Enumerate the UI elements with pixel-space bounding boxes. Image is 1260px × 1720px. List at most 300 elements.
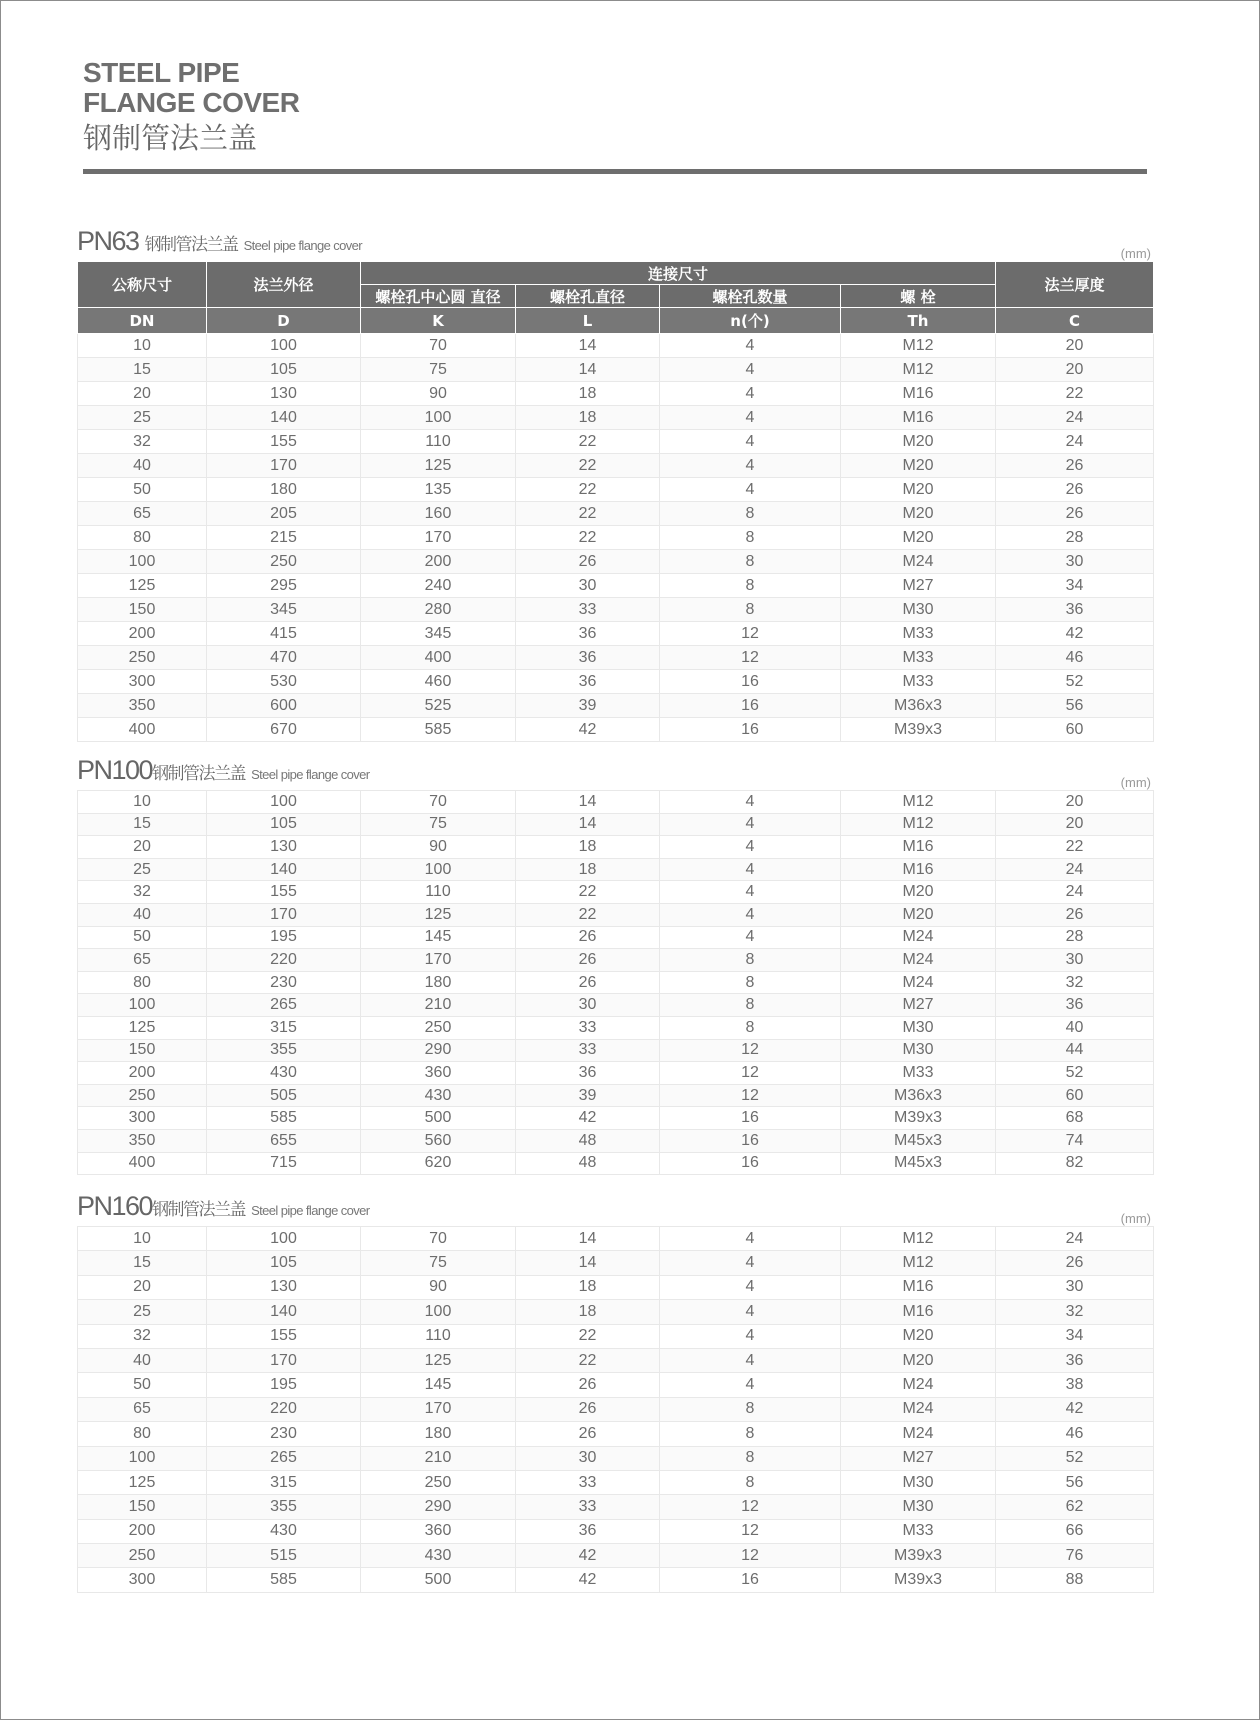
- cell-dn: 350: [78, 1129, 207, 1152]
- cell-dn: 125: [78, 574, 207, 598]
- sym-th: Th: [841, 308, 996, 334]
- section-pn63: [77, 226, 1153, 742]
- table-row: [78, 502, 1154, 526]
- cell-k: 100: [361, 858, 516, 881]
- cell-dn: 20: [78, 382, 207, 406]
- cell-dn: 150: [78, 1039, 207, 1062]
- cell-c: 26: [996, 903, 1154, 926]
- unit-label: (mm): [1120, 775, 1151, 790]
- cell-k: 75: [361, 358, 516, 382]
- cell-th: M24: [841, 949, 996, 972]
- cell-dn: 15: [78, 358, 207, 382]
- cell-l: 26: [516, 971, 660, 994]
- cell-k: 135: [361, 478, 516, 502]
- cell-dn: 32: [78, 881, 207, 904]
- cell-n: 4: [660, 406, 841, 430]
- page-title-cn: 钢制管法兰盖: [83, 121, 258, 155]
- cell-dn: 65: [78, 949, 207, 972]
- table-row: [78, 1107, 1154, 1130]
- cell-dn: 10: [78, 1227, 207, 1251]
- cell-c: 82: [996, 1152, 1154, 1175]
- cell-dn: 200: [78, 622, 207, 646]
- cell-d: 215: [207, 526, 361, 550]
- cell-l: 14: [516, 813, 660, 836]
- cell-k: 500: [361, 1568, 516, 1592]
- section-pn100: [77, 755, 1153, 1175]
- cell-l: 22: [516, 430, 660, 454]
- cell-k: 145: [361, 926, 516, 949]
- cell-l: 33: [516, 1470, 660, 1494]
- cell-th: M16: [841, 1300, 996, 1324]
- cell-n: 4: [660, 858, 841, 881]
- cell-c: 34: [996, 1324, 1154, 1348]
- cell-th: M20: [841, 1348, 996, 1372]
- pressure-class: PN160: [77, 1191, 153, 1221]
- cell-th: M20: [841, 478, 996, 502]
- table-row: [78, 1039, 1154, 1062]
- cell-th: M36x3: [841, 694, 996, 718]
- cell-th: M45x3: [841, 1129, 996, 1152]
- cell-l: 33: [516, 1039, 660, 1062]
- table-row: [78, 334, 1154, 358]
- section-title-en: Steel pipe flange cover: [251, 767, 370, 782]
- cell-l: 14: [516, 791, 660, 814]
- cell-l: 22: [516, 1324, 660, 1348]
- cell-c: 42: [996, 622, 1154, 646]
- table-row: [78, 971, 1154, 994]
- cell-th: M30: [841, 1016, 996, 1039]
- cell-c: 26: [996, 454, 1154, 478]
- table-header: [78, 262, 1154, 334]
- cell-th: M16: [841, 836, 996, 859]
- cell-dn: 32: [78, 1324, 207, 1348]
- cell-d: 155: [207, 430, 361, 454]
- cell-d: 230: [207, 971, 361, 994]
- table-row: [78, 949, 1154, 972]
- cell-d: 585: [207, 1568, 361, 1592]
- cell-l: 30: [516, 574, 660, 598]
- table-row: [78, 1495, 1154, 1519]
- cell-dn: 250: [78, 646, 207, 670]
- table-row: [78, 550, 1154, 574]
- cell-l: 14: [516, 1251, 660, 1275]
- cell-dn: 250: [78, 1544, 207, 1568]
- cell-d: 105: [207, 813, 361, 836]
- cell-dn: 25: [78, 1300, 207, 1324]
- cell-dn: 300: [78, 1107, 207, 1130]
- page-title-block: [83, 58, 299, 156]
- cell-n: 12: [660, 1495, 841, 1519]
- cell-dn: 10: [78, 334, 207, 358]
- cell-l: 36: [516, 622, 660, 646]
- cell-th: M36x3: [841, 1084, 996, 1107]
- cell-th: M20: [841, 502, 996, 526]
- cell-l: 26: [516, 550, 660, 574]
- cell-c: 24: [996, 881, 1154, 904]
- sym-k: K: [361, 308, 516, 334]
- cell-l: 36: [516, 1062, 660, 1085]
- table-row: [78, 670, 1154, 694]
- table-row: [78, 1544, 1154, 1568]
- cell-th: M16: [841, 858, 996, 881]
- cell-d: 355: [207, 1495, 361, 1519]
- sym-d: D: [207, 308, 361, 334]
- section-title-en: Steel pipe flange cover: [251, 1203, 370, 1218]
- cell-dn: 250: [78, 1084, 207, 1107]
- cell-k: 170: [361, 1397, 516, 1421]
- cell-dn: 80: [78, 971, 207, 994]
- cell-dn: 150: [78, 1495, 207, 1519]
- cell-l: 14: [516, 358, 660, 382]
- table-row: [78, 1275, 1154, 1299]
- cell-c: 20: [996, 813, 1154, 836]
- cell-n: 12: [660, 622, 841, 646]
- cell-dn: 80: [78, 526, 207, 550]
- cell-k: 90: [361, 382, 516, 406]
- table-row: [78, 1227, 1154, 1251]
- cell-th: M33: [841, 1519, 996, 1543]
- cell-dn: 50: [78, 926, 207, 949]
- cell-d: 430: [207, 1519, 361, 1543]
- cell-n: 8: [660, 526, 841, 550]
- cell-c: 62: [996, 1495, 1154, 1519]
- table-row: [78, 382, 1154, 406]
- cell-d: 105: [207, 358, 361, 382]
- cell-n: 16: [660, 670, 841, 694]
- cell-k: 75: [361, 813, 516, 836]
- cell-d: 155: [207, 1324, 361, 1348]
- cell-l: 42: [516, 718, 660, 742]
- cell-n: 12: [660, 1039, 841, 1062]
- table-row: [78, 574, 1154, 598]
- cell-k: 170: [361, 949, 516, 972]
- cell-n: 4: [660, 1275, 841, 1299]
- table-row: [78, 454, 1154, 478]
- cell-n: 8: [660, 550, 841, 574]
- cell-k: 430: [361, 1544, 516, 1568]
- cell-dn: 10: [78, 791, 207, 814]
- cell-dn: 80: [78, 1422, 207, 1446]
- cell-k: 75: [361, 1251, 516, 1275]
- col-bolt: 螺 栓: [841, 285, 996, 308]
- cell-d: 250: [207, 550, 361, 574]
- table-row: [78, 718, 1154, 742]
- cell-l: 18: [516, 382, 660, 406]
- cell-d: 345: [207, 598, 361, 622]
- cell-n: 12: [660, 1544, 841, 1568]
- cell-dn: 65: [78, 1397, 207, 1421]
- cell-c: 66: [996, 1519, 1154, 1543]
- cell-dn: 40: [78, 903, 207, 926]
- cell-c: 46: [996, 646, 1154, 670]
- cell-d: 170: [207, 454, 361, 478]
- cell-th: M12: [841, 358, 996, 382]
- cell-d: 295: [207, 574, 361, 598]
- cell-d: 505: [207, 1084, 361, 1107]
- cell-d: 205: [207, 502, 361, 526]
- cell-k: 345: [361, 622, 516, 646]
- cell-n: 16: [660, 718, 841, 742]
- cell-d: 355: [207, 1039, 361, 1062]
- cell-c: 26: [996, 478, 1154, 502]
- cell-n: 4: [660, 903, 841, 926]
- cell-th: M24: [841, 926, 996, 949]
- sym-l: L: [516, 308, 660, 334]
- cell-d: 220: [207, 1397, 361, 1421]
- cell-d: 170: [207, 1348, 361, 1372]
- cell-n: 8: [660, 1016, 841, 1039]
- cell-k: 70: [361, 791, 516, 814]
- cell-n: 8: [660, 598, 841, 622]
- cell-k: 90: [361, 1275, 516, 1299]
- pressure-class: PN100: [77, 755, 153, 785]
- cell-d: 715: [207, 1152, 361, 1175]
- cell-n: 12: [660, 1062, 841, 1085]
- cell-l: 22: [516, 526, 660, 550]
- cell-n: 16: [660, 694, 841, 718]
- cell-l: 14: [516, 1227, 660, 1251]
- cell-dn: 50: [78, 478, 207, 502]
- cell-l: 36: [516, 670, 660, 694]
- cell-d: 130: [207, 836, 361, 859]
- cell-l: 18: [516, 836, 660, 859]
- cell-k: 160: [361, 502, 516, 526]
- cell-k: 125: [361, 454, 516, 478]
- cell-l: 33: [516, 1016, 660, 1039]
- title-divider: [83, 169, 1147, 174]
- cell-c: 56: [996, 1470, 1154, 1494]
- cell-th: M27: [841, 994, 996, 1017]
- cell-l: 26: [516, 1422, 660, 1446]
- cell-d: 180: [207, 478, 361, 502]
- table-row: [78, 903, 1154, 926]
- cell-dn: 65: [78, 502, 207, 526]
- cell-d: 430: [207, 1062, 361, 1085]
- cell-k: 560: [361, 1129, 516, 1152]
- cell-c: 38: [996, 1373, 1154, 1397]
- cell-th: M20: [841, 430, 996, 454]
- cell-c: 28: [996, 926, 1154, 949]
- col-bolt-hole-count: 螺栓孔数量: [660, 285, 841, 308]
- cell-th: M45x3: [841, 1152, 996, 1175]
- table-row: [78, 881, 1154, 904]
- cell-d: 100: [207, 1227, 361, 1251]
- cell-c: 30: [996, 949, 1154, 972]
- cell-th: M39x3: [841, 1107, 996, 1130]
- cell-th: M33: [841, 670, 996, 694]
- cell-n: 4: [660, 1251, 841, 1275]
- cell-c: 52: [996, 1446, 1154, 1470]
- section-heading: [77, 226, 362, 261]
- cell-k: 100: [361, 1300, 516, 1324]
- table-row: [78, 406, 1154, 430]
- cell-c: 24: [996, 430, 1154, 454]
- cell-k: 525: [361, 694, 516, 718]
- cell-l: 42: [516, 1568, 660, 1592]
- cell-th: M20: [841, 454, 996, 478]
- cell-c: 60: [996, 1084, 1154, 1107]
- cell-d: 655: [207, 1129, 361, 1152]
- table-body: [78, 791, 1154, 1175]
- cell-dn: 50: [78, 1373, 207, 1397]
- cell-l: 48: [516, 1152, 660, 1175]
- cell-d: 130: [207, 382, 361, 406]
- cell-n: 8: [660, 1446, 841, 1470]
- cell-n: 8: [660, 994, 841, 1017]
- cell-n: 4: [660, 454, 841, 478]
- cell-k: 400: [361, 646, 516, 670]
- cell-n: 8: [660, 1470, 841, 1494]
- cell-c: 20: [996, 358, 1154, 382]
- cell-l: 42: [516, 1544, 660, 1568]
- cell-l: 18: [516, 858, 660, 881]
- cell-dn: 100: [78, 1446, 207, 1470]
- cell-l: 22: [516, 903, 660, 926]
- cell-c: 22: [996, 382, 1154, 406]
- cell-k: 100: [361, 406, 516, 430]
- cell-d: 600: [207, 694, 361, 718]
- cell-k: 290: [361, 1495, 516, 1519]
- cell-n: 4: [660, 382, 841, 406]
- cell-n: 4: [660, 358, 841, 382]
- cell-c: 20: [996, 334, 1154, 358]
- cell-c: 76: [996, 1544, 1154, 1568]
- cell-c: 46: [996, 1422, 1154, 1446]
- unit-label: (mm): [1120, 1211, 1151, 1226]
- cell-dn: 20: [78, 836, 207, 859]
- cell-th: M33: [841, 646, 996, 670]
- table-row: [78, 1324, 1154, 1348]
- cell-dn: 40: [78, 1348, 207, 1372]
- cell-n: 8: [660, 502, 841, 526]
- cell-n: 4: [660, 881, 841, 904]
- cell-th: M30: [841, 1470, 996, 1494]
- cell-d: 230: [207, 1422, 361, 1446]
- cell-c: 42: [996, 1397, 1154, 1421]
- cell-d: 140: [207, 406, 361, 430]
- table-row: [78, 478, 1154, 502]
- table-row: [78, 1519, 1154, 1543]
- cell-c: 56: [996, 694, 1154, 718]
- cell-d: 315: [207, 1016, 361, 1039]
- cell-n: 4: [660, 1300, 841, 1324]
- cell-c: 88: [996, 1568, 1154, 1592]
- section-pn160: [77, 1191, 1153, 1593]
- cell-n: 4: [660, 1324, 841, 1348]
- cell-th: M16: [841, 382, 996, 406]
- table-row: [78, 622, 1154, 646]
- cell-k: 360: [361, 1519, 516, 1543]
- cell-d: 265: [207, 994, 361, 1017]
- cell-k: 280: [361, 598, 516, 622]
- table-row: [78, 1129, 1154, 1152]
- cell-c: 24: [996, 406, 1154, 430]
- cell-d: 585: [207, 1107, 361, 1130]
- cell-l: 26: [516, 926, 660, 949]
- cell-l: 18: [516, 406, 660, 430]
- table-row: [78, 1084, 1154, 1107]
- sym-dn: DN: [78, 308, 207, 334]
- cell-k: 125: [361, 1348, 516, 1372]
- cell-k: 200: [361, 550, 516, 574]
- cell-l: 22: [516, 881, 660, 904]
- cell-c: 30: [996, 1275, 1154, 1299]
- cell-d: 100: [207, 791, 361, 814]
- cell-c: 36: [996, 598, 1154, 622]
- cell-th: M12: [841, 334, 996, 358]
- cell-l: 22: [516, 454, 660, 478]
- table-row: [78, 1568, 1154, 1592]
- sym-c: C: [996, 308, 1154, 334]
- cell-l: 48: [516, 1129, 660, 1152]
- cell-d: 170: [207, 903, 361, 926]
- cell-k: 180: [361, 1422, 516, 1446]
- cell-c: 30: [996, 550, 1154, 574]
- table-row: [78, 1373, 1154, 1397]
- cell-n: 4: [660, 836, 841, 859]
- cell-th: M24: [841, 1373, 996, 1397]
- cell-n: 4: [660, 430, 841, 454]
- cell-th: M12: [841, 791, 996, 814]
- cell-n: 4: [660, 1227, 841, 1251]
- col-flange-thickness: 法兰厚度: [996, 262, 1154, 308]
- table-row: [78, 1397, 1154, 1421]
- cell-d: 220: [207, 949, 361, 972]
- section-title-en: Steel pipe flange cover: [243, 238, 363, 253]
- cell-l: 36: [516, 1519, 660, 1543]
- cell-l: 22: [516, 478, 660, 502]
- table-row: [78, 791, 1154, 814]
- cell-n: 8: [660, 949, 841, 972]
- section-title-cn: 钢制管法兰盖: [144, 235, 238, 254]
- cell-n: 8: [660, 971, 841, 994]
- cell-d: 105: [207, 1251, 361, 1275]
- cell-dn: 32: [78, 430, 207, 454]
- cell-k: 110: [361, 1324, 516, 1348]
- cell-l: 18: [516, 1275, 660, 1299]
- cell-k: 500: [361, 1107, 516, 1130]
- col-outer-diameter: 法兰外径: [207, 262, 361, 308]
- cell-c: 52: [996, 670, 1154, 694]
- cell-th: M24: [841, 971, 996, 994]
- cell-dn: 300: [78, 670, 207, 694]
- cell-th: M27: [841, 1446, 996, 1470]
- cell-d: 415: [207, 622, 361, 646]
- cell-k: 110: [361, 881, 516, 904]
- cell-k: 585: [361, 718, 516, 742]
- cell-k: 250: [361, 1470, 516, 1494]
- table-row: [78, 836, 1154, 859]
- section-title-cn: 钢制管法兰盖: [152, 764, 246, 783]
- cell-l: 39: [516, 1084, 660, 1107]
- cell-c: 40: [996, 1016, 1154, 1039]
- cell-c: 34: [996, 574, 1154, 598]
- cell-n: 12: [660, 646, 841, 670]
- section-header: [77, 226, 1153, 261]
- cell-k: 210: [361, 1446, 516, 1470]
- cell-k: 110: [361, 430, 516, 454]
- cell-d: 130: [207, 1275, 361, 1299]
- cell-k: 145: [361, 1373, 516, 1397]
- cell-l: 22: [516, 1348, 660, 1372]
- cell-l: 36: [516, 646, 660, 670]
- cell-dn: 25: [78, 406, 207, 430]
- cell-c: 28: [996, 526, 1154, 550]
- cell-d: 515: [207, 1544, 361, 1568]
- cell-n: 12: [660, 1084, 841, 1107]
- cell-n: 8: [660, 1397, 841, 1421]
- cell-l: 39: [516, 694, 660, 718]
